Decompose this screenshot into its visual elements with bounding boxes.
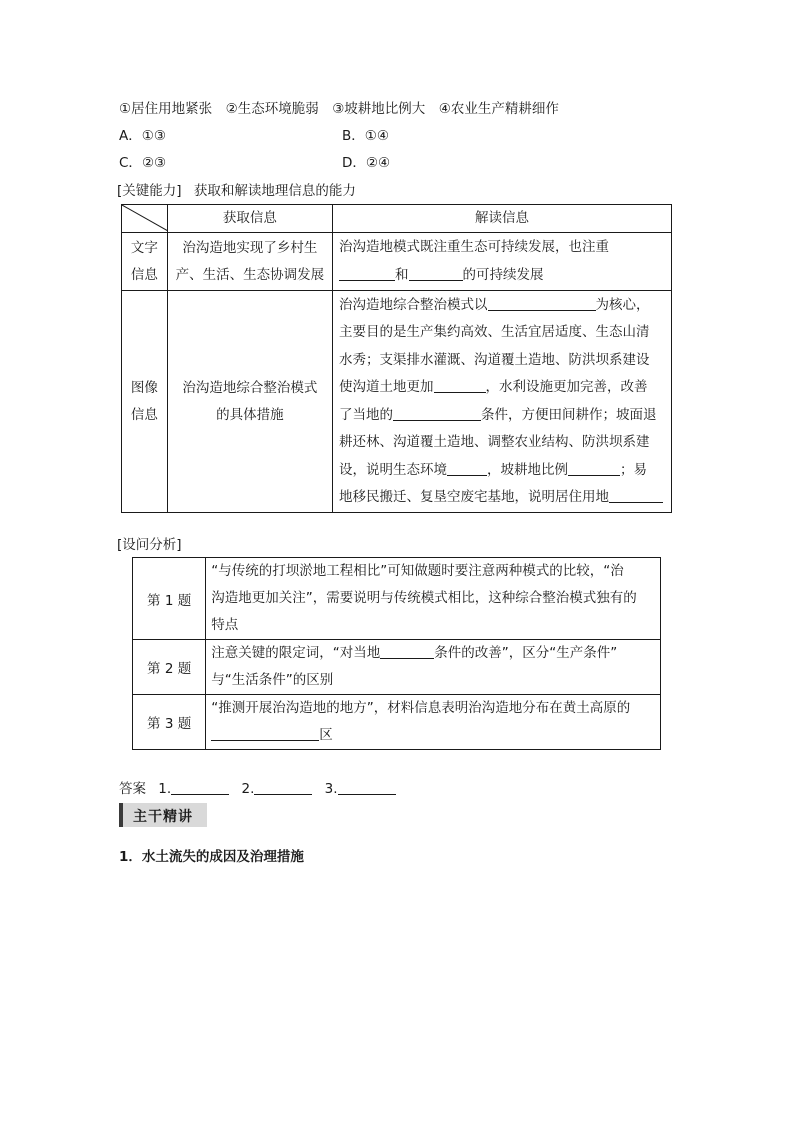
interpret-text: ；易: [620, 461, 648, 478]
choice-a-letter: A．: [119, 128, 142, 144]
row-get-line: 治沟造地综合整治模式: [182, 379, 318, 396]
answer-1-number: 1.: [158, 781, 172, 797]
choice-c-text: ②③: [141, 155, 167, 171]
interpret-text: ，水利设施更加完善，改善: [485, 379, 648, 395]
blank[interactable]: [339, 266, 395, 281]
section-heading: 1．水土流失的成因及治理措施: [119, 849, 304, 865]
interpret-line: [339, 457, 671, 485]
table-row: [122, 233, 672, 291]
table-row: [133, 695, 661, 750]
key-ability-label: [关键能力]: [117, 183, 182, 199]
interpret-line: [339, 374, 671, 402]
key-ability-text: 获取和解读地理信息的能力: [193, 183, 356, 199]
answer-2-number: 2.: [241, 781, 255, 797]
question-2-label: 第 2 题: [133, 640, 206, 695]
row-type-line: 信息: [130, 406, 158, 423]
analysis-line: [211, 722, 660, 749]
analysis-line: “与传统的打坝淤地工程相比”可知做题时要注意两种模式的比较，“治: [211, 563, 624, 579]
diagonal-header-cell: [122, 205, 168, 233]
analysis-text: 注意关键的限定词，“对当地: [211, 645, 381, 661]
answer-1-blank[interactable]: [171, 780, 229, 795]
answer-2-blank[interactable]: [254, 780, 312, 795]
interpret-text: 和: [395, 266, 409, 283]
row-type-line: 信息: [130, 266, 158, 283]
row-interpret-cell: [333, 291, 672, 513]
row-type-line: 图像: [130, 379, 158, 396]
row-get-line: 的具体措施: [216, 406, 284, 423]
row-get-line: 产、生活、生态协调发展: [175, 266, 325, 283]
header-get-info: 获取信息: [167, 205, 332, 233]
interpret-text: 了当地的: [339, 406, 394, 423]
answer-3-blank[interactable]: [338, 780, 396, 795]
answer-3-number: 3.: [324, 781, 338, 797]
key-ability: [117, 179, 356, 199]
row-interpret-cell: [333, 233, 672, 291]
analysis-line: [211, 640, 660, 667]
interpret-text: 治沟造地综合整治模式以: [339, 296, 488, 313]
interpret-text: 的可持续发展: [462, 266, 544, 283]
blank[interactable]: [488, 296, 596, 311]
table-row: [133, 558, 661, 640]
interpret-line: 耕还林、沟道覆土造地、调整农业结构、防洪坝系建: [339, 434, 650, 450]
choice-c[interactable]: [119, 151, 166, 171]
interpret-line: 治沟造地模式既注重生态可持续发展，也注重: [339, 239, 610, 255]
analysis-line: 与“生活条件”的区别: [211, 672, 334, 688]
section-badge: [119, 803, 207, 827]
info-table: [121, 204, 672, 513]
analysis-line: 沟造地更加关注”，需要说明与传统模式相比，这种综合整治模式独有的: [211, 590, 637, 606]
row-get-cell: [167, 291, 332, 513]
question-3-label: 第 3 题: [133, 695, 206, 750]
question-2-analysis: [206, 640, 661, 695]
interpret-line: 水秀；支渠排水灌溉、沟道覆土造地、防洪坝系建设: [339, 351, 650, 368]
diagonal-line: [122, 205, 168, 231]
interpret-text: ，坡耕地比例: [487, 461, 569, 478]
interpret-line: [339, 292, 671, 320]
choice-a-text: ①③: [141, 128, 166, 144]
blank[interactable]: [434, 378, 486, 393]
blank[interactable]: [393, 406, 481, 421]
choice-a[interactable]: [119, 124, 166, 144]
analysis-text: 区: [319, 727, 333, 743]
interpret-line: [339, 262, 671, 290]
row-get-cell: [167, 233, 332, 291]
row-type-image-info: [122, 291, 168, 513]
row-get-line: 治沟造地实现了乡村生: [182, 239, 318, 256]
row-type-line: 文字: [130, 239, 158, 256]
blank[interactable]: [211, 726, 319, 741]
blank[interactable]: [447, 461, 487, 476]
interpret-line: 主要目的是生产集约高效、生活宜居适度、生态山清: [339, 324, 650, 340]
blank[interactable]: [409, 266, 463, 281]
interpret-line: [339, 484, 671, 512]
choice-b-letter: B．: [342, 128, 365, 144]
answer-line: [119, 777, 396, 797]
interpret-line: [339, 402, 671, 430]
question-3-analysis: [206, 695, 661, 750]
answer-label: 答案: [119, 781, 146, 797]
analysis-label: [设问分析]: [117, 537, 182, 553]
choice-c-letter: C．: [119, 155, 142, 171]
interpret-text: 使沟道土地更加: [339, 379, 434, 395]
blank[interactable]: [568, 461, 620, 476]
interpret-text: 条件，方便田间耕作；坡面退: [481, 406, 657, 423]
options-line: ①居住用地紧张 ②生态环境脆弱 ③坡耕地比例大 ④农业生产精耕细作: [119, 101, 559, 117]
interpret-text: 地移民搬迁、复垦空废宅基地，说明居住用地: [339, 489, 610, 505]
section-badge-text: 主干精讲: [133, 809, 193, 825]
choice-b-text: ①④: [364, 128, 389, 144]
interpret-text: 为核心，: [595, 296, 650, 313]
choice-b[interactable]: [342, 124, 389, 144]
analysis-line: “推测开展治沟造地的地方”，材料信息表明治沟造地分布在黄土高原的: [211, 700, 631, 716]
choice-d-text: ②④: [365, 155, 391, 171]
question-1-label: 第 1 题: [133, 558, 206, 640]
section-badge-bar: [119, 803, 123, 827]
choice-d[interactable]: [342, 151, 390, 171]
blank[interactable]: [380, 644, 434, 659]
header-interpret-info: 解读信息: [333, 205, 672, 233]
blank[interactable]: [609, 488, 663, 503]
interpret-text: 设，说明生态环境: [339, 461, 448, 478]
analysis-table: [132, 557, 661, 750]
question-1-analysis: [206, 558, 661, 640]
analysis-line: 特点: [211, 617, 239, 633]
choice-d-letter: D．: [342, 155, 366, 171]
table-row: [122, 291, 672, 513]
row-type-text-info: [122, 233, 168, 291]
analysis-text: 条件的改善”，区分“生产条件”: [434, 645, 618, 661]
table-row: [133, 640, 661, 695]
